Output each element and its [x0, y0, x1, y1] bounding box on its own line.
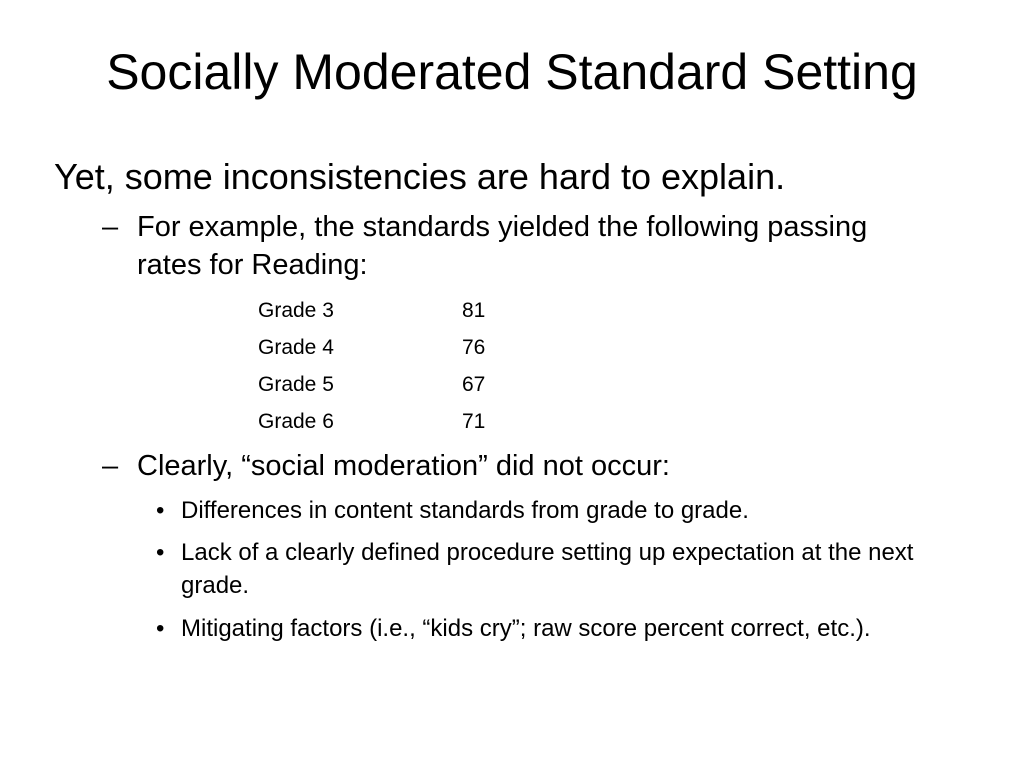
main-point: Yet, some inconsistencies are hard to explain.: [54, 156, 786, 197]
reason-item: [156, 494, 956, 527]
sub-point-example: [102, 208, 902, 284]
reason-text: Lack of a clearly defined procedure setting up expectation at the next grade.: [181, 539, 914, 599]
grade-label: Grade 3: [258, 299, 334, 322]
dash-bullet: –: [102, 211, 119, 243]
sub-point-conclusion: [102, 447, 902, 485]
dot-bullet: •: [156, 615, 165, 642]
slide-title: Socially Moderated Standard Setting: [106, 44, 918, 100]
passing-rate-value: 71: [462, 410, 486, 433]
grade-label: Grade 5: [258, 373, 334, 396]
reason-item: [156, 536, 956, 602]
dot-bullet: •: [156, 497, 165, 524]
grade-label: Grade 6: [258, 410, 334, 433]
reason-text: Differences in content standards from grade to grade.: [181, 497, 749, 524]
reason-item: [156, 612, 956, 645]
passing-rate-value: 81: [462, 299, 486, 322]
sub-point-text: Clearly, “social moderation” did not occur:: [137, 450, 670, 482]
grade-label: Grade 4: [258, 336, 334, 359]
passing-rate-value: 67: [462, 373, 486, 396]
reason-text: Mitigating factors (i.e., “kids cry”; raw score percent correct, etc.).: [181, 615, 871, 642]
passing-rate-value: 76: [462, 336, 486, 359]
dot-bullet: •: [156, 539, 165, 566]
dash-bullet: –: [102, 450, 119, 482]
sub-point-text: For example, the standards yielded the following passing rates for Reading:: [137, 211, 868, 281]
